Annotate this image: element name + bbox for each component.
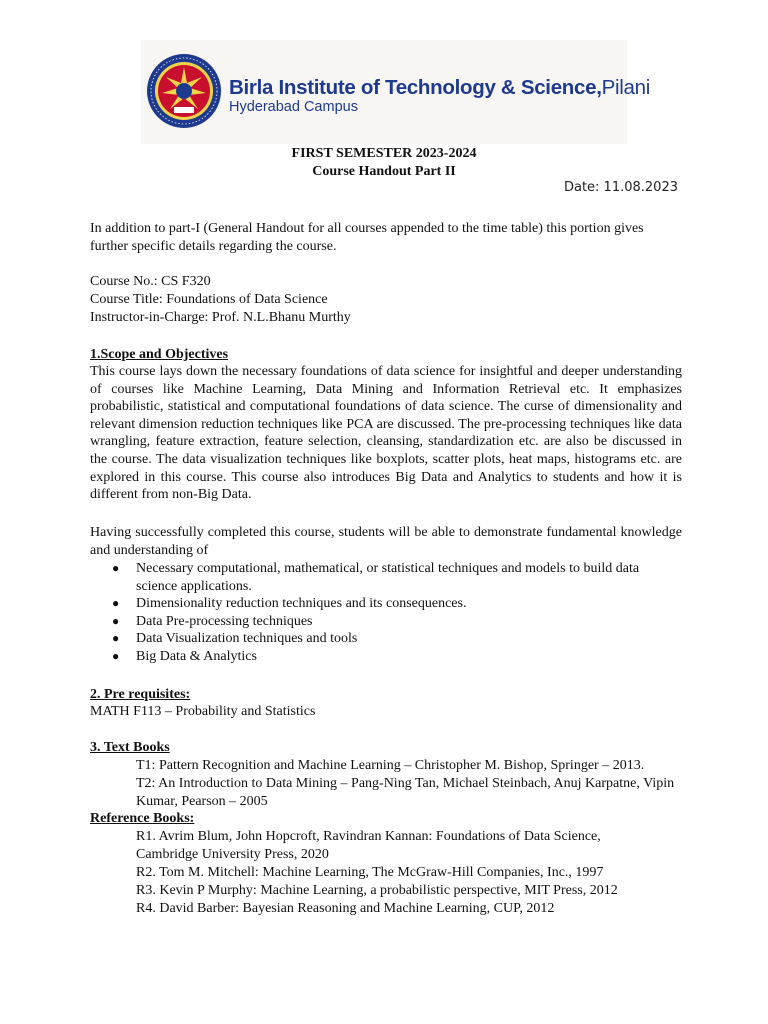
course-instructor: Instructor-in-Charge: Prof. N.L.Bhanu Murthy <box>90 310 351 325</box>
list-item: ● Necessary computational, mathematical, or statistical techniques and models to build data science applications. <box>112 561 640 594</box>
bullet-icon: ● <box>112 561 120 575</box>
bullet-icon: ● <box>112 631 120 646</box>
prereq-text: MATH F113 – Probability and Statistics <box>90 704 316 719</box>
reference-item: R1. Avrim Blum, John Hopcroft, Ravindran Kannan: Foundations of Data Science, Cambridge University Press, 2020 <box>136 829 601 862</box>
outcomes-list <box>90 560 682 666</box>
campus-name: Hyderabad Campus <box>229 99 358 115</box>
reference-item: R2. Tom M. Mitchell: Machine Learning, The McGraw-Hill Companies, Inc., 1997 <box>136 865 604 880</box>
scope-heading: 1.Scope and Objectives <box>90 347 229 362</box>
list-item: ● Data Pre-processing techniques <box>112 613 313 629</box>
references-heading: Reference Books: <box>90 811 195 826</box>
list-item: ● Big Data & Analytics <box>112 648 257 664</box>
textbook-item: T1: Pattern Recognition and Machine Learning – Christopher M. Bishop, Springer – 2013. <box>136 758 645 773</box>
letterhead <box>141 40 650 144</box>
reference-item: R4. David Barber: Bayesian Reasoning and Machine Learning, CUP, 2012 <box>136 901 555 916</box>
intro-paragraph: In addition to part-I (General Handout for all courses appended to the time table) this portion gives further specific details regarding the course. <box>90 221 644 254</box>
semester-title: FIRST SEMESTER 2023-2024 <box>291 146 477 161</box>
textbooks-heading: 3. Text Books <box>90 740 170 755</box>
prereq-heading: 2. Pre requisites: <box>90 687 191 702</box>
institute-name: Birla Institute of Technology & Science,Pilani <box>229 76 650 99</box>
bullet-icon: ● <box>112 613 120 628</box>
course-title: Course Title: Foundations of Data Science <box>90 292 328 307</box>
list-item: ● Dimensionality reduction techniques and its consequences. <box>112 596 467 612</box>
reference-item: R3. Kevin P Murphy: Machine Learning, a probabilistic perspective, MIT Press, 2012 <box>136 883 618 898</box>
scope-paragraph: This course lays down the necessary foundations of data science for insightful and deeper understanding of courses like Machine Learning, Data Mining and Information Retrieval etc. It emphasizes probabilistic, statistical and computational foundations of data science. The curse of dimensionality and relevant dimension reduction techniques like PCA are discussed. The pre-processing techniques like data wrangling, feature extraction, feature selection, cleansing, standardization etc. are also be discussed in the course. The data visualization techniques like boxplots, scatter plots, heat maps, histograms etc. are explored in this course. This course also introduces Big Data and Analytics to students and how it is different from non-Big Data. <box>90 364 682 503</box>
bullet-icon: ● <box>112 648 120 663</box>
textbook-item: T2: An Introduction to Data Mining – Pang-Ning Tan, Michael Steinbach, Anuj Karpatne, Vipin Kumar, Pearson – 2005 <box>136 776 675 809</box>
institute-city: Pilani <box>601 76 650 99</box>
handout-title: Course Handout Part II <box>312 164 456 179</box>
bits-emblem-icon <box>146 53 222 129</box>
handout-date: Date: 11.08.2023 <box>563 180 678 195</box>
bullet-icon: ● <box>112 596 120 611</box>
outcomes-intro: Having successfully completed this course, students will be able to demonstrate fundamental knowledge and understanding of <box>90 525 682 558</box>
course-number: Course No.: CS F320 <box>90 274 211 289</box>
list-item: ● Data Visualization techniques and tools <box>112 631 358 647</box>
